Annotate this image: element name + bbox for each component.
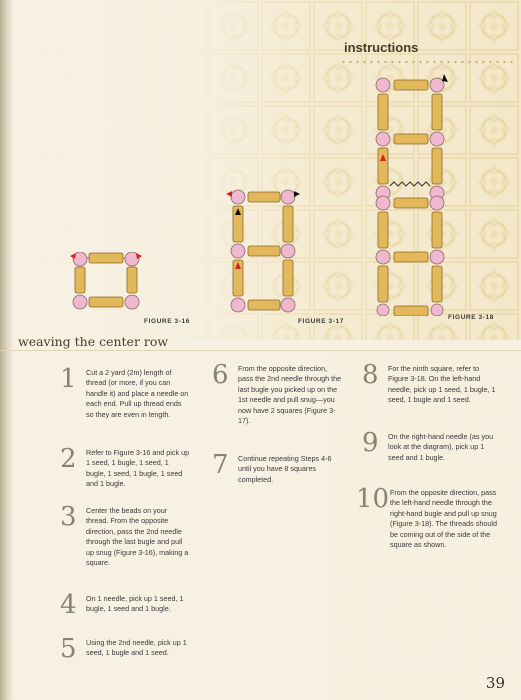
step-2: [60, 446, 190, 490]
page-header-title: instructions: [344, 40, 419, 55]
step-text: Refer to Figure 3-16 and pick up 1 seed, 1 bugle, 1 seed, 1 bugle, 1 seed, 1 bugle, 1 seed and 1 bugle.: [86, 448, 190, 489]
step-text: On 1 needle, pick up 1 seed, 1 bugle, 1 seed and 1 bugle.: [86, 594, 184, 614]
step-number: 10: [356, 484, 390, 514]
figure-3-17-caption: FIGURE 3-17: [298, 318, 344, 325]
step-text: Continue repeating Steps 4-6 until you have 8 squares completed.: [238, 454, 332, 484]
section-divider: [0, 350, 521, 351]
step-number: 1: [60, 364, 77, 394]
step-8: [362, 362, 498, 406]
step-number: 7: [212, 450, 229, 480]
step-number: 4: [60, 590, 77, 620]
figure-3-18-diagram: [366, 70, 456, 316]
figure-3-17-diagram: [222, 188, 304, 316]
section-title: weaving the center row: [18, 334, 169, 349]
step-9: [362, 430, 498, 463]
seed-bead: [125, 295, 139, 309]
step-number: 3: [60, 502, 77, 532]
step-6: [212, 362, 342, 426]
page-number: 39: [485, 674, 505, 692]
step-number: 2: [60, 444, 77, 474]
step-7: [212, 452, 342, 485]
step-text: Using the 2nd needle, pick up 1 seed, 1 bugle and 1 seed.: [86, 638, 187, 658]
step-text: From the opposite direction, pass the left-hand needle through the right-hand bugle and pull up snug (Figure 3-18). The threads should be coming out of the side of the square as shown.: [390, 488, 497, 550]
step-3: [60, 504, 190, 568]
bugle-bead: [127, 267, 137, 293]
step-10: [356, 486, 498, 550]
bugle-bead: [89, 253, 123, 263]
step-4: [60, 592, 190, 618]
header-dotted-rule: [340, 60, 515, 64]
bugle-bead: [89, 297, 123, 307]
zigzag-break-icon: [390, 182, 430, 186]
bugle-bead: [75, 267, 85, 293]
step-1: [60, 366, 190, 420]
step-text: For the ninth square, refer to Figure 3-18. On the left-hand needle, pick up 1 seed, 1 bugle, 1 seed, 1 bugle and 1 seed.: [388, 364, 496, 405]
figure-3-16-caption: FIGURE 3-16: [144, 318, 190, 325]
step-text: Center the beads on your thread. From the opposite direction, pass the 2nd needle through the last bugle and pull up snug (Figure 3-16), making a square.: [86, 506, 189, 568]
seed-bead: [73, 295, 87, 309]
step-number: 8: [362, 360, 379, 390]
step-number: 6: [212, 360, 229, 390]
step-number: 5: [60, 634, 77, 664]
step-text: From the opposite direction, pass the 2nd needle through the last bugle you picked up on the 1st needle and pull snug—you now have 2 squares (Figure 3-17).: [238, 364, 342, 426]
step-text: On the right-hand needle (as you look at the diagram), pick up 1 seed and 1 bugle.: [388, 432, 494, 462]
step-text: Cut a 2 yard (2m) length of thread (or more, if you can handle it) and place a needle on each end. Pull up thread ends so they are even in length.: [86, 368, 189, 419]
step-5: [60, 636, 190, 662]
figure-3-16-diagram: [66, 252, 146, 314]
step-number: 9: [362, 428, 379, 458]
figure-3-18-caption: FIGURE 3-18: [448, 314, 494, 321]
